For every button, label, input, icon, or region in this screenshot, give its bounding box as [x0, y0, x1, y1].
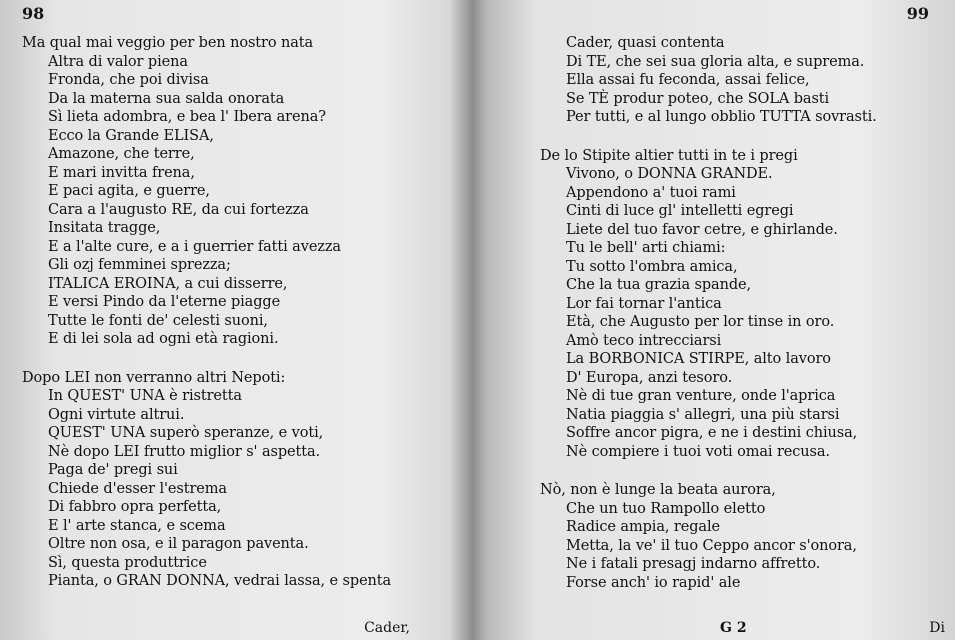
- verse-line: Liete del tuo favor cetre, e ghirlande.: [566, 221, 838, 238]
- verse-line: Ella assai fu feconda, assai felice,: [566, 72, 810, 88]
- verse-line: Insitata tragge,: [48, 220, 161, 236]
- verse-line: E versi Pindo da l'eterne piagge: [48, 294, 281, 310]
- stanza-gap: [540, 127, 940, 147]
- verse-line: Nò, non è lunge la beata aurora,: [540, 482, 776, 498]
- verse-line: QUEST' UNA superò speranze, e voti,: [48, 425, 324, 441]
- verse-line: Oltre non osa, e il paragon paventa.: [48, 536, 309, 552]
- verse-line: Paga de' pregi sui: [48, 462, 178, 478]
- verse-line: Ma qual mai veggio per ben nostro nata: [22, 35, 314, 51]
- verse-line: Di fabbro opra perfetta,: [48, 499, 222, 515]
- verse-line: Sì lieta adombra, e bea l' Ibera arena?: [48, 109, 326, 125]
- stanza-gap: [22, 349, 462, 369]
- verse-line: Ne i fatali presagj indarno affretto.: [566, 556, 821, 572]
- verse-line: Tutte le fonti de' celesti suoni,: [48, 312, 268, 329]
- verse-line: Nè di tue gran venture, onde l'aprica: [566, 388, 836, 404]
- left-page-text: [22, 34, 462, 591]
- verse-line: De lo Stipite altier tutti in te i pregi: [540, 147, 798, 164]
- verse-line: Radice ampia, regale: [566, 519, 720, 535]
- right-page-text: [540, 34, 940, 592]
- verse-line: Di TE, che sei sua gloria alta, e suprema.: [566, 53, 865, 70]
- verse-line: Lor fai tornar l'antica: [566, 295, 722, 312]
- verse-line: Vivono, o DONNA GRANDE.: [566, 166, 773, 182]
- verse-line: Amazone, che terre,: [48, 146, 195, 162]
- verse-line: Da la materna sua salda onorata: [48, 90, 285, 107]
- stanza-gap: [540, 461, 940, 481]
- verse-line: Natia piaggia s' allegri, una più starsi: [566, 406, 840, 423]
- verse-line: E a l'alte cure, e a i guerrier fatti avezza: [48, 238, 341, 255]
- verse-line: D' Europa, anzi tesoro.: [566, 369, 733, 386]
- verse-line: Che un tuo Rampollo eletto: [566, 500, 766, 517]
- verse-line: Pianta, o GRAN DONNA, vedrai lassa, e spenta: [48, 573, 392, 589]
- page-number-right: 99: [906, 4, 929, 23]
- verse-line: Fronda, che poi divisa: [48, 72, 209, 88]
- verse-line: Che la tua grazia spande,: [566, 277, 752, 293]
- catchword-right: Di: [929, 620, 945, 636]
- verse-line: Ogni virtute altrui.: [48, 406, 185, 423]
- verse-line: Amò teco intrecciarsi: [566, 332, 722, 349]
- verse-line: Nè dopo LEI frutto miglior s' aspetta.: [48, 443, 320, 460]
- verse-line: Sì, questa produttrice: [48, 554, 207, 571]
- verse-line: Chiede d'esser l'estrema: [48, 480, 227, 497]
- verse-line: E di lei sola ad ogni età ragioni.: [48, 331, 279, 347]
- verse-line: ITALICA EROINA, a cui disserre,: [48, 275, 288, 292]
- right-page: [480, 0, 955, 640]
- left-page: [0, 0, 470, 640]
- verse-line: Forse anch' io rapid' ale: [566, 574, 741, 591]
- verse-line: E paci agita, e guerre,: [48, 183, 210, 199]
- verse-line: Età, che Augusto per lor tinse in oro.: [566, 314, 835, 330]
- verse-line: Dopo LEI non verranno altri Nepoti:: [22, 369, 286, 386]
- verse-line: Se TÈ produr poteo, che SOLA basti: [566, 90, 830, 107]
- signature-mark: G 2: [720, 620, 747, 636]
- verse-line: Cinti di luce gl' intelletti egregi: [566, 203, 794, 219]
- verse-line: Nè compiere i tuoi voti omai recusa.: [566, 443, 830, 460]
- verse-line: Altra di valor piena: [48, 53, 188, 70]
- verse-line: Cara a l'augusto RE, da cui fortezza: [48, 201, 309, 218]
- verse-line: Cader, quasi contenta: [566, 35, 725, 51]
- verse-line: In QUEST' UNA è ristretta: [48, 388, 242, 404]
- verse-line: E mari invitta frena,: [48, 164, 195, 181]
- verse-line: Appendono a' tuoi rami: [566, 184, 736, 201]
- verse-line: Ecco la Grande ELISA,: [48, 127, 214, 144]
- verse-line: Gli ozj femminei sprezza;: [48, 257, 231, 273]
- catchword-left: Cader,: [364, 620, 410, 636]
- verse-line: La BORBONICA STIRPE, alto lavoro: [566, 351, 831, 367]
- verse-line: E l' arte stanca, e scema: [48, 517, 226, 534]
- page-number-left: 98: [22, 4, 45, 23]
- verse-line: Per tutti, e al lungo obblio TUTTA sovrasti.: [566, 109, 877, 125]
- verse-line: Metta, la ve' il tuo Ceppo ancor s'onora,: [566, 537, 857, 554]
- verse-line: Tu le bell' arti chiami:: [566, 240, 726, 256]
- verse-line: Soffre ancor pigra, e ne i destini chiusa,: [566, 425, 858, 441]
- verse-line: Tu sotto l'ombra amica,: [566, 258, 738, 275]
